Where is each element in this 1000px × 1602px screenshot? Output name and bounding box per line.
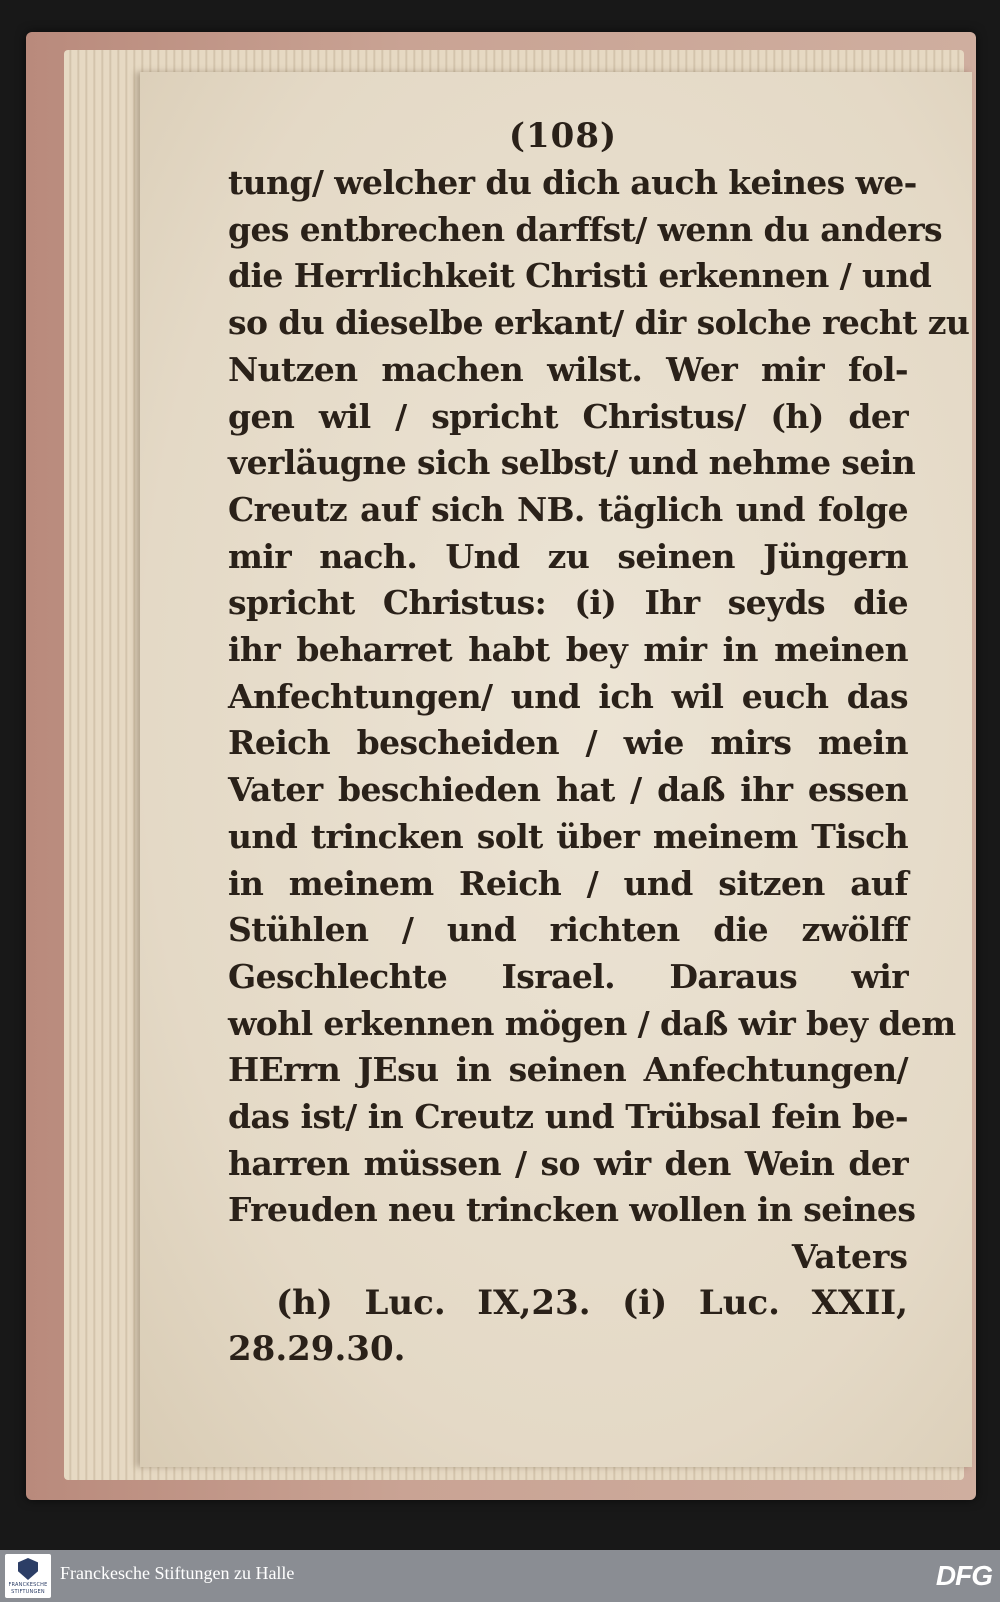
text-line: spricht Christus: (i) Ihr seyds die [228, 583, 908, 623]
catchword: Vaters [791, 1237, 908, 1277]
dfg-logo[interactable]: DFG [935, 1560, 992, 1591]
text-line: Creutz auf sich NB. täglich und folge [228, 489, 908, 529]
footnote-line: (h) Luc. IX,23. (i) Luc. XXII, [276, 1283, 908, 1324]
page-text [228, 112, 970, 1372]
text-line: HErrn JEsu in seinen Anfechtungen/ [228, 1050, 908, 1090]
text-line: wohl erkennen mögen / daß wir bey dem [228, 1003, 956, 1043]
crest-icon [18, 1558, 38, 1580]
text-line: verläugne sich selbst/ und nehme sein [228, 443, 916, 483]
text-line: Reich bescheiden / wie mirs mein [228, 723, 908, 763]
text-line: Stühlen / und richten die zwölff [228, 910, 908, 950]
text-line: Vater beschieden hat / daß ihr essen [228, 770, 908, 810]
text-line: ihr beharret habt bey mir in meinen [228, 630, 908, 670]
page-number: (108) [508, 116, 618, 156]
text-line: Freuden neu trincken wollen in seines [228, 1190, 916, 1230]
logo-text: FRANCKESCHE STIFTUNGEN [8, 1582, 48, 1595]
institution-logo[interactable] [5, 1554, 51, 1598]
text-line: mir nach. Und zu seinen Jüngern [228, 536, 908, 576]
institution-name: Franckesche Stiftungen zu Halle [60, 1563, 295, 1583]
text-line: das ist/ in Creutz und Trübsal fein be- [228, 1097, 908, 1137]
text-line: in meinem Reich / und sitzen auf [228, 863, 908, 903]
text-line: tung/ welcher du dich auch keines we- [228, 163, 917, 202]
text-line: so du dieselbe erkant/ dir solche recht zu [228, 303, 970, 343]
footnote-line: 28.29.30. [228, 1329, 406, 1370]
text-line: Anfechtungen/ und ich wil euch das [228, 676, 908, 716]
footer-bar [0, 1550, 1000, 1602]
text-line: harren müssen / so wir den Wein der [228, 1143, 908, 1183]
text-line: und trincken solt über meinem Tisch [228, 816, 908, 856]
text-line: die Herrlichkeit Christi erkennen / und [228, 256, 932, 296]
text-line: gen wil / spricht Christus/ (h) der [228, 396, 908, 436]
text-line: Geschlechte Israel. Daraus wir [228, 956, 908, 996]
text-line: Nutzen machen wilst. Wer mir fol- [228, 349, 908, 389]
body-text [228, 160, 970, 1234]
text-line: ges entbrechen darffst/ wenn du anders [228, 209, 943, 249]
